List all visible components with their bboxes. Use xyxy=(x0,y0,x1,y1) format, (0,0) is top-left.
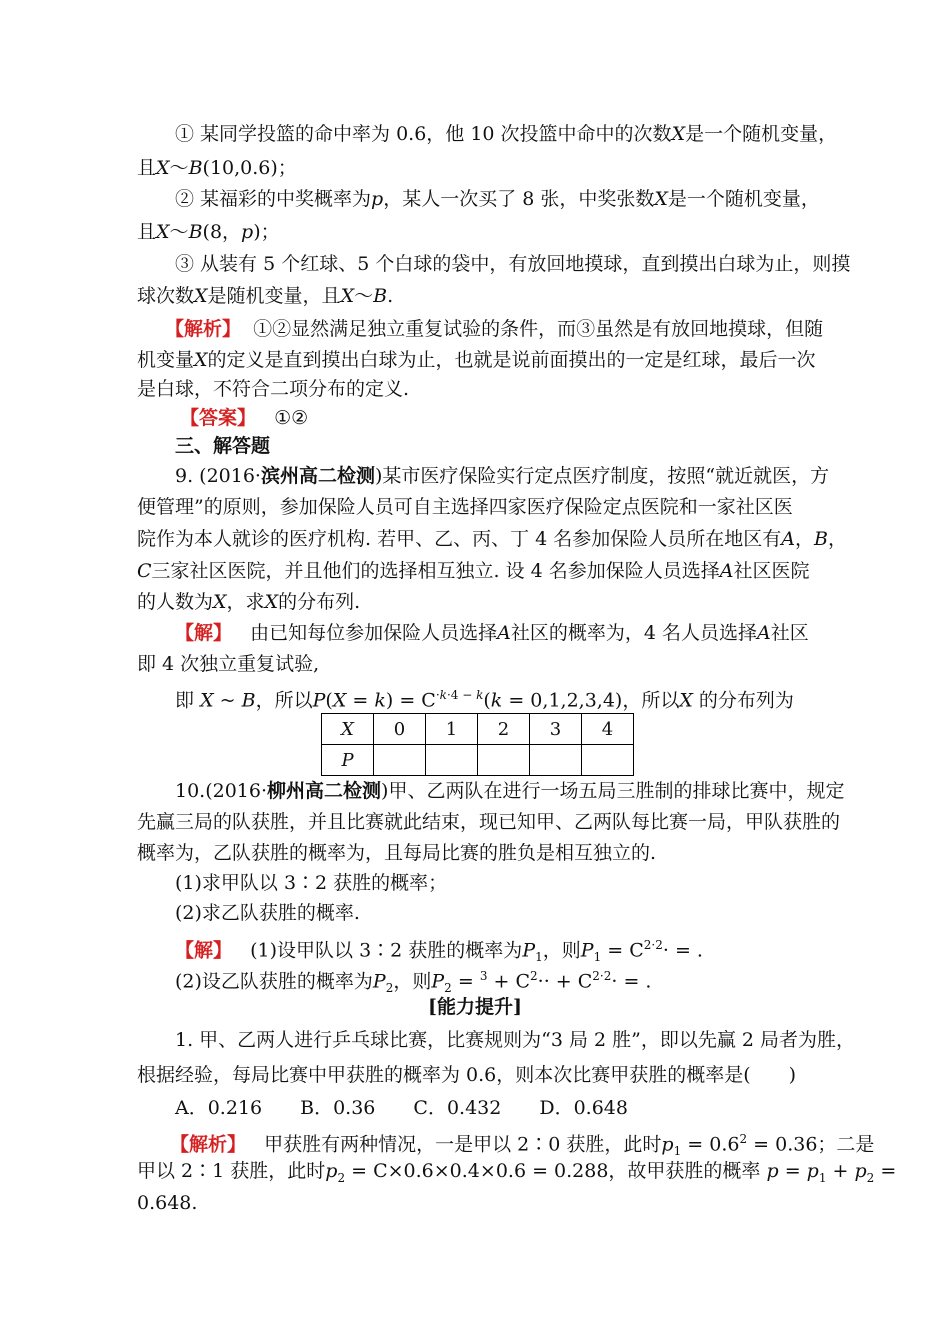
option-a: A．0.216 xyxy=(175,1097,263,1119)
table-cell: 0 xyxy=(374,714,426,745)
table-cell xyxy=(478,745,530,776)
answer-line: 【答案】 ①② xyxy=(180,407,309,429)
p9-line-5: 的人数为X，求X的分布列. xyxy=(137,591,361,613)
solution-tag: 【解】 xyxy=(175,622,233,644)
item-3-line-1: ③ 从装有 5 个红球、5 个白球的袋中，有放回地摸球，直到摸出白球为止，则摸 xyxy=(175,253,851,275)
p9-solution-line-2: 即 4 次独立重复试验, xyxy=(137,653,320,675)
analysis-line-1: 【解析】 ①②显然满足独立重复试验的条件，而③虽然是有放回地摸球，但随 xyxy=(165,318,824,340)
p9-line-3: 院作为本人就诊的医疗机构. 若甲、乙、丙、丁 4 名参加保险人员所在地区有A，B， xyxy=(137,528,847,550)
p10-question-1: (1)求甲队以 3∶2 获胜的概率； xyxy=(175,872,448,894)
distribution-table xyxy=(321,713,634,776)
q1-options xyxy=(175,1095,628,1121)
item-1-line-1: ① 某同学投篮的命中率为 0.6，他 10 次投篮中命中的次数X是一个随机变量， xyxy=(175,123,838,145)
item-2-line-1: ② 某福彩的中奖概率为p，某人一次买了 8 张，中奖张数X是一个随机变量， xyxy=(175,188,820,210)
item-2-line-2: 且X～B(8，p)； xyxy=(137,221,280,243)
p9-line-1: 9. (2016·滨州高二检测)某市医疗保险实行定点医疗制度，按照“就近就医，方 xyxy=(175,465,830,487)
p9-line-2: 便管理”的原则，参加保险人员可自主选择四家医疗保险定点医院和一家社区医 xyxy=(137,496,793,518)
ability-heading: [能力提升] xyxy=(428,996,522,1018)
option-c: C．0.432 xyxy=(413,1097,502,1119)
table-row xyxy=(322,714,634,745)
answer-tag: 【答案】 xyxy=(180,407,257,429)
table-cell: P xyxy=(322,745,374,776)
item-1-line-2: 且X～B(10,0.6)； xyxy=(137,157,297,179)
solution-tag: 【解】 xyxy=(175,939,233,962)
analysis-tag: 【解析】 xyxy=(170,1133,247,1156)
table-cell: X xyxy=(322,714,374,745)
p10-question-2: (2)求乙队获胜的概率. xyxy=(175,902,360,924)
section-heading: 三、解答题 xyxy=(175,435,271,457)
p10-line-1: 10.(2016·柳州高二检测)甲、乙两队在进行一场五局三胜制的排球比赛中，规定 xyxy=(175,780,845,802)
table-cell: 4 xyxy=(582,714,634,745)
q1-line-1: 1. 甲、乙两人进行乒乓球比赛，比赛规则为“3 局 2 胜”，即以先赢 2 局者为胜， xyxy=(175,1029,856,1051)
option-d: D．0.648 xyxy=(539,1097,628,1119)
p10-solution-line-2: (2)设乙队获胜的概率为$P_2$，则$P_2 = ^3 + C^2\cdot\cdot + C^{2\cdot 2}\cdot$ = . xyxy=(175,969,652,996)
option-b: B．0.36 xyxy=(300,1097,376,1119)
p9-solution-line-3: 即 X ~ B，所以$P(X = k) = C^{\cdot k\cdot 4 - k}(k = 0,1,2,3,4)$，所以X 的分布列为 xyxy=(175,688,794,712)
table-cell xyxy=(582,745,634,776)
p10-solution-line-1: 【解】 (1)设甲队以 3∶2 获胜的概率为$P_1$，则$P_1 = C^{2\cdot 2}\cdot$ = . xyxy=(175,938,703,965)
p9-solution-line-1: 【解】 由已知每位参加保险人员选择A社区的概率为，4 名人员选择A社区 xyxy=(175,622,809,644)
analysis-line-2: 机变量X的定义是直到摸出白球为止，也就是说前面摸出的一定是红球，最后一次 xyxy=(137,349,816,371)
table-row xyxy=(322,745,634,776)
table-cell: 3 xyxy=(530,714,582,745)
q1-line-2: 根据经验，每局比赛中甲获胜的概率为 0.6，则本次比赛甲获胜的概率是( ) xyxy=(137,1064,797,1086)
analysis-tag: 【解析】 xyxy=(165,318,242,340)
table-cell xyxy=(374,745,426,776)
p10-line-3: 概率为，乙队获胜的概率为，且每局比赛的胜负是相互独立的. xyxy=(137,842,657,864)
q1-analysis-line-3: 0.648. xyxy=(137,1192,198,1214)
table-cell xyxy=(530,745,582,776)
table-cell: 1 xyxy=(426,714,478,745)
p10-line-2: 先赢三局的队获胜，并且比赛就此结束，现已知甲、乙两队每比赛一局，甲队获胜的 xyxy=(137,811,841,833)
table-cell: 2 xyxy=(478,714,530,745)
table-cell xyxy=(426,745,478,776)
p9-line-4: C三家社区医院，并且他们的选择相互独立. 设 4 名参加保险人员选择A社区医院 xyxy=(137,560,810,582)
analysis-line-3: 是白球，不符合二项分布的定义. xyxy=(137,378,410,400)
q1-analysis-line-2: 甲以 2∶1 获胜，此时$p_2 = C\times 0.6\times 0.4\times 0.6 = 0.288$，故甲获胜的概率 $p = p_1 + p_2$ = xyxy=(137,1160,897,1185)
q1-analysis-line-1: 【解析】 甲获胜有两种情况，一是甲以 2∶0 获胜，此时$p_1 = 0.6^2 = 0.36$；二是 xyxy=(170,1132,875,1159)
item-3-line-2: 球次数X是随机变量，且X～B. xyxy=(137,285,394,307)
